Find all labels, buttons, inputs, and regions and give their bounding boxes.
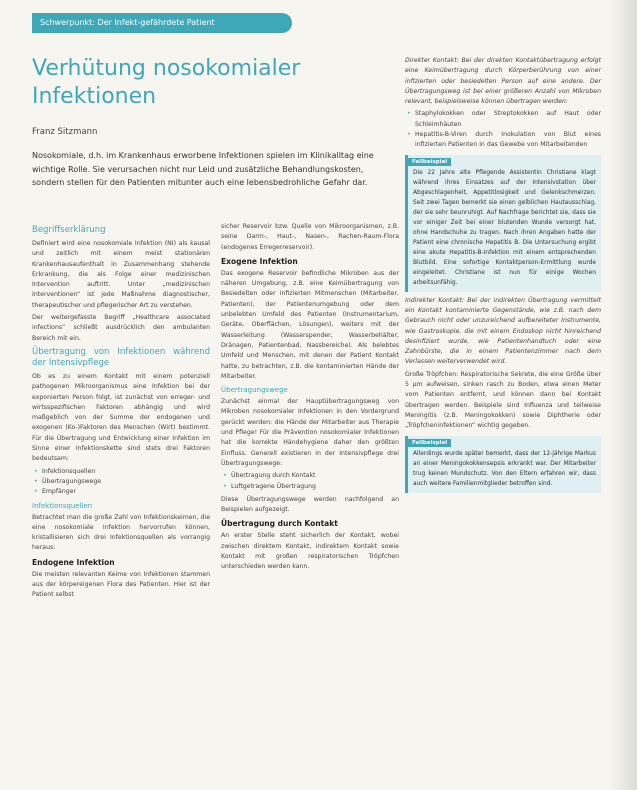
paragraph: Betrachtet man die große Zahl von Infektionskeimen, die eine nosokomiale Infektion hervorrufen können, kristallisieren sich drei Infektionsquellen als vorrangig heraus:: [32, 513, 210, 552]
list-item: • Übertragungswege: [32, 477, 210, 487]
list-item: • Infektionsquellen: [32, 467, 210, 477]
article-intro: Nosokomiale, d.h. im Krankenhaus erworbene Infektionen spielen im Klinikalltag eine wichtige Rolle. Sie verursachen nicht nur Leid und zusätzliche Behandlungskosten, sondern stellen für den Patienten mitunter auch eine lebensbedrohliche Gefahr dar.: [32, 151, 374, 187]
case-example-label: Fallbeispiel: [408, 439, 451, 447]
heading-uebertragung: Übertragung von Infektionen während der Intensivpflege: [32, 346, 210, 368]
case-example-text: Die 22 Jahre alte Pflegende Assistentin Christiane klagt während ihres Einsatzes auf der Intensivstation über Abgeschlagenheit, Appetitlosigkeit und Gelenkschmerzen. Seit zwei Tagen bemerkt sie einen gelblichen Hautausschlag, der sie sehr beunruhigt. Auf Nachfrage berichtet sie, dass sie vor einiger Zeit bei einer blutenden Wunde versorgt hat, ohne Handschuhe zu tragen. Nach ihren Angaben hatte der Patient eine chronische Hepatitis B. Die Untersuchung ergibt eine akute Hepatitis-B-Infektion mit einem entsprechenden Blutbild. Eine sofortige Kontaktperson-Ermittlung wurde eingeleitet. Christiane ist nun für einige Wochen arbeitsunfähig.: [413, 169, 596, 286]
list-item: • Luftgetragene Übertragung: [221, 482, 399, 492]
transmission-list: [221, 471, 399, 492]
paragraph: Direkter Kontakt: Bei der direkten Kontaktübertragung erfolgt eine Keimübertragung durch Körperberührung von einer infizierten oder besiedelten Person auf eine andere. Der Übertragungsweg ist bei einer größeren Anzahl von Mikroben relevant, beispielsweise können übertragen werden:: [405, 57, 601, 106]
list-item: • Staphylokokken oder Streptokokken auf Haut oder Schleimhäuten: [405, 109, 601, 130]
list-item: • Übertragung durch Kontakt: [221, 471, 399, 481]
case-example-label: Fallbeispiel: [408, 158, 451, 166]
paragraph: Die meisten relevanten Keime von Infektionen stammen aus der körpereigenen Flora des Patienten. Hier ist der Patient selbst: [32, 570, 210, 599]
example-list: [405, 109, 601, 150]
paragraph: Indirekter Kontakt: Bei der indirekten Übertragung vermittelt ein Kontakt kontaminierte Gegenstände, wie z.B. nach dem Gebrauch nicht oder unzureichend aufbereiteter Instrumente, wie Gastroskopie, die mit einem Endoskop nicht hinreichend desinfiziert wurde, wie Patientenhandtuch oder eine Zahnbürste, die in einem Patientenzimmer nach dem Verlassen weiterverwendet wird.: [405, 296, 601, 366]
paragraph: An erster Stelle steht sicherlich der Kontakt, wobei zwischen direktem Kontakt, indirektem Kontakt sowie Kontakt mit großen respiratorischen Tröpfchen unterschieden werden kann.: [221, 532, 399, 571]
case-example-box-2: [405, 436, 601, 493]
paragraph: Der weitergefasste Begriff „Healthcare associated infections“ schließt ausdrücklich den ambulanten Bereich mit ein.: [32, 314, 210, 342]
factor-list: [32, 467, 210, 498]
paragraph: Ob es zu einem Kontakt mit einem potenziell pathogenen Mikroorganismus eine Infektion bei der exponierten Person folgt, ist zunächst von erreger- und wirtsspezifischen Faktoren abhängig und wird maßgeblich von der Summe der endogenen und exogenen (Ko-)Faktoren des Menschen (Wirt) bestimmt. Für die Übertragung und Entwicklung einer Infektion im Sinne einer Infektionskette sind stets drei Faktoren bedeutsam:: [32, 372, 210, 463]
author-name: Franz Sitzmann: [32, 127, 98, 137]
paragraph: Zunächst einmal der Hauptübertragungsweg von Mikroben nosokomialer Infektionen in den Vordergrund gerückt werden: die Hände der Mitarbeiter aus Therapie und Pflege! Für die Prävention nosokomialer Infektionen hat die korrekte Händehygiene daher den größten Einfluss. Generell existieren in der Intensivpflege drei Übertragungswege:: [221, 398, 399, 467]
column-3: [405, 56, 601, 497]
heading-infektionsquellen: Infektionsquellen: [32, 501, 93, 510]
list-item: • Empfänger: [32, 487, 210, 497]
list-item: • Hepatitis-B-Viren durch Inokulation von Blut eines infizierten Patienten in das Gewebe von Mitarbeitenden: [405, 130, 601, 151]
case-example-box: [405, 155, 601, 292]
heading-exogene-infektion: Exogene Infektion: [221, 256, 298, 266]
heading-endogene-infektion: Endogene Infektion: [32, 557, 115, 567]
heading-uebertragungswege: Übertragungswege: [221, 386, 288, 395]
column-2: [221, 222, 399, 575]
paragraph: Definiert wird eine nosokomiale Infektion (NI) als kausal und zeitlich mit einem meist stationären Krankenhausaufenthalt in Zusammenhang stehende Erkrankung, die als Folge einer medizinischen Intervention auftritt. Unter „medizinischen Interventionen“ ist jede Maßnahme diagnostischer, therapeutischer und pflegerischer Art zu verstehen.: [32, 240, 210, 309]
paragraph: sicher Reservoir bzw. Quelle von Mikroorganismen, z.B. seine Darm-, Haut-, Nasen-, Rachen-Raum-Flora (endogenes Erregerreservoir).: [221, 223, 399, 251]
article-title: Verhütung nosokomialer Infektionen: [32, 56, 301, 109]
paragraph: Diese Übertragungswege werden nachfolgend an Beispielen aufgezeigt.: [221, 495, 399, 514]
page-edge-shadow: [609, 0, 637, 790]
paragraph: Das exogene Reservoir befindliche Mikroben aus der näheren Umgebung, z.B. eine Keimübertragung von Besiedelten oder infizierten Mitmenschen (Mitarbeiter, Patienten), der Patientenumgebung oder dem unbelebten Umfeld des Patienten (Instrumentarium, Geräte, Oberflächen, Lösungen), weiters mit der Wasserleitung (Wasserspender, Wasserbehälter, Dränagen, Patientenbad, Nassbereiche). Als belebtes Umfeld und Menschen, mit denen der Patient Kontakt hatte, zu betrachten, z.B. die kontaminierten Hände der Mitarbeiter.: [221, 269, 399, 380]
column-1: [32, 222, 210, 603]
section-banner: Schwerpunkt: Der Infekt-gefährdete Patient: [32, 13, 292, 33]
case-example-text: Allerdings wurde später bemerkt, dass der 12-jährige Markus an einer Meningokokkensepsis erkrankt war. Der Mitarbeiter trug keinen Mundschutz. Von den Eltern erfahren wir, dass auch weitere Familienmitglieder betroffen sind.: [413, 450, 596, 487]
heading-begriffserklaerung: Begriffserklärung: [32, 225, 106, 235]
paragraph: Große Tröpfchen: Respiratorische Sekrete, die eine Größe über 5 μm aufweisen, sinken rasch zu Boden, etwa einen Meter vom Patienten entfernt, und können dann bei Kontakt übertragen werden. Beispiele sind Influenza und teilweise Meningitis (z.B. Meningokokken) sowie Diphtherie oder „Tröpfcheninfektionen“ wichtig gegeben.: [405, 370, 601, 430]
heading-kontakt: Übertragung durch Kontakt: [221, 519, 338, 529]
